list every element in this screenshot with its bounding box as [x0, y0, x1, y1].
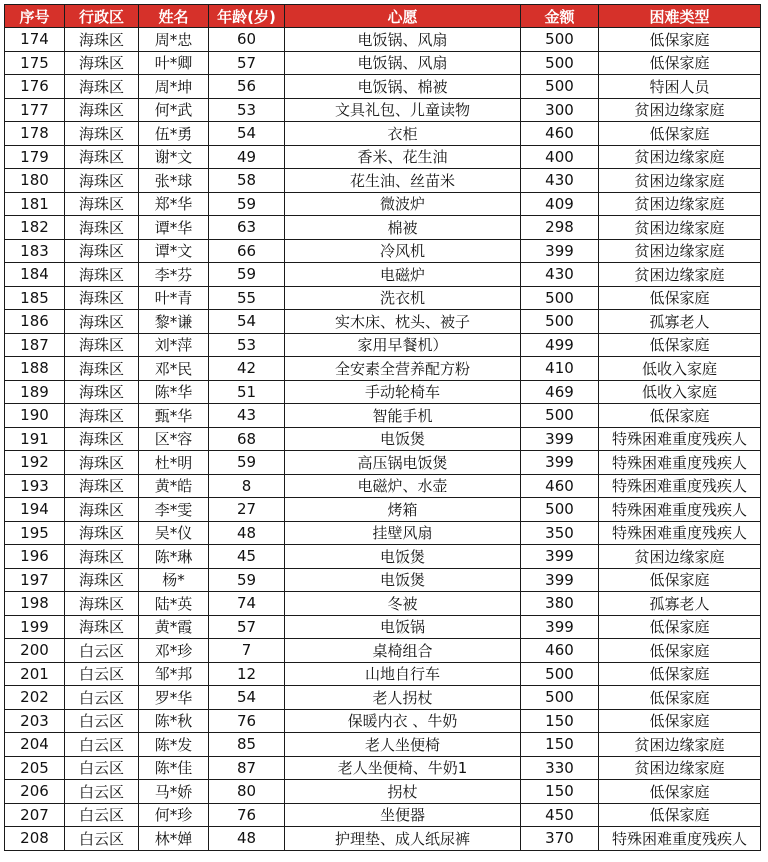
cell-age: 87	[209, 756, 285, 780]
cell-district: 海珠区	[65, 28, 139, 52]
cell-name: 甄*华	[139, 404, 209, 428]
cell-wish: 家用早餐机）	[285, 333, 521, 357]
cell-age: 42	[209, 357, 285, 381]
cell-amount: 298	[521, 216, 599, 240]
cell-name: 何*珍	[139, 803, 209, 827]
cell-wish: 电饭煲	[285, 545, 521, 569]
cell-wish: 花生油、丝苗米	[285, 169, 521, 193]
cell-age: 53	[209, 333, 285, 357]
cell-amount: 500	[521, 498, 599, 522]
cell-district: 白云区	[65, 709, 139, 733]
cell-index: 176	[5, 75, 65, 99]
cell-index: 197	[5, 568, 65, 592]
wish-table	[4, 4, 761, 851]
cell-name: 区*容	[139, 427, 209, 451]
cell-index: 202	[5, 686, 65, 710]
cell-age: 74	[209, 592, 285, 616]
cell-amount: 500	[521, 310, 599, 334]
cell-index: 189	[5, 380, 65, 404]
cell-wish: 手动轮椅车	[285, 380, 521, 404]
cell-wish: 冷风机	[285, 239, 521, 263]
cell-hardship-type: 孤寡老人	[599, 310, 761, 334]
cell-wish: 电饭锅	[285, 615, 521, 639]
cell-amount: 399	[521, 239, 599, 263]
cell-age: 80	[209, 780, 285, 804]
table-row	[5, 98, 761, 122]
cell-hardship-type: 特困人员	[599, 75, 761, 99]
cell-age: 55	[209, 286, 285, 310]
cell-age: 85	[209, 733, 285, 757]
cell-index: 190	[5, 404, 65, 428]
cell-name: 刘*萍	[139, 333, 209, 357]
cell-age: 68	[209, 427, 285, 451]
cell-index: 208	[5, 827, 65, 851]
cell-name: 谭*华	[139, 216, 209, 240]
table-row	[5, 192, 761, 216]
cell-wish: 老人坐便椅、牛奶1	[285, 756, 521, 780]
cell-wish: 实木床、枕头、被子	[285, 310, 521, 334]
cell-age: 63	[209, 216, 285, 240]
cell-age: 59	[209, 568, 285, 592]
cell-index: 193	[5, 474, 65, 498]
cell-wish: 洗衣机	[285, 286, 521, 310]
cell-index: 184	[5, 263, 65, 287]
cell-age: 56	[209, 75, 285, 99]
cell-hardship-type: 低保家庭	[599, 662, 761, 686]
table-row	[5, 263, 761, 287]
cell-name: 陈*华	[139, 380, 209, 404]
cell-wish: 电饭锅、风扇	[285, 51, 521, 75]
cell-index: 192	[5, 451, 65, 475]
table-row	[5, 545, 761, 569]
cell-district: 海珠区	[65, 474, 139, 498]
cell-amount: 500	[521, 404, 599, 428]
cell-amount: 399	[521, 545, 599, 569]
table-body	[5, 28, 761, 851]
table-row	[5, 686, 761, 710]
cell-index: 182	[5, 216, 65, 240]
cell-district: 海珠区	[65, 310, 139, 334]
cell-hardship-type: 特殊困难重度残疾人	[599, 827, 761, 851]
cell-wish: 挂壁风扇	[285, 521, 521, 545]
cell-wish: 衣柜	[285, 122, 521, 146]
cell-wish: 全安素全营养配方粉	[285, 357, 521, 381]
cell-district: 白云区	[65, 686, 139, 710]
cell-age: 60	[209, 28, 285, 52]
cell-district: 海珠区	[65, 498, 139, 522]
cell-amount: 500	[521, 662, 599, 686]
cell-amount: 410	[521, 357, 599, 381]
cell-name: 谭*文	[139, 239, 209, 263]
cell-wish: 文具礼包、儿童读物	[285, 98, 521, 122]
header-age: 年龄(岁)	[209, 5, 285, 28]
cell-name: 谢*文	[139, 145, 209, 169]
cell-name: 何*武	[139, 98, 209, 122]
cell-amount: 400	[521, 145, 599, 169]
table-row	[5, 568, 761, 592]
table-row	[5, 239, 761, 263]
cell-wish: 冬被	[285, 592, 521, 616]
cell-name: 马*娇	[139, 780, 209, 804]
cell-name: 吴*仪	[139, 521, 209, 545]
cell-district: 海珠区	[65, 239, 139, 263]
table-row	[5, 662, 761, 686]
cell-name: 邓*珍	[139, 639, 209, 663]
table-row	[5, 145, 761, 169]
cell-amount: 430	[521, 263, 599, 287]
cell-age: 12	[209, 662, 285, 686]
cell-hardship-type: 低保家庭	[599, 286, 761, 310]
cell-district: 海珠区	[65, 51, 139, 75]
cell-district: 海珠区	[65, 98, 139, 122]
cell-index: 205	[5, 756, 65, 780]
cell-index: 203	[5, 709, 65, 733]
cell-name: 李*雯	[139, 498, 209, 522]
cell-age: 8	[209, 474, 285, 498]
cell-hardship-type: 低保家庭	[599, 780, 761, 804]
cell-amount: 150	[521, 709, 599, 733]
cell-index: 181	[5, 192, 65, 216]
cell-hardship-type: 特殊困难重度残疾人	[599, 451, 761, 475]
cell-district: 海珠区	[65, 192, 139, 216]
cell-district: 海珠区	[65, 451, 139, 475]
table-row	[5, 357, 761, 381]
cell-wish: 电饭锅、风扇	[285, 28, 521, 52]
cell-index: 200	[5, 639, 65, 663]
cell-district: 海珠区	[65, 122, 139, 146]
header-district: 行政区	[65, 5, 139, 28]
cell-hardship-type: 低保家庭	[599, 639, 761, 663]
header-hardship-type: 困难类型	[599, 5, 761, 28]
cell-hardship-type: 特殊困难重度残疾人	[599, 427, 761, 451]
cell-district: 海珠区	[65, 216, 139, 240]
cell-amount: 350	[521, 521, 599, 545]
cell-district: 白云区	[65, 662, 139, 686]
cell-amount: 150	[521, 780, 599, 804]
cell-wish: 智能手机	[285, 404, 521, 428]
cell-hardship-type: 低保家庭	[599, 568, 761, 592]
cell-age: 53	[209, 98, 285, 122]
cell-hardship-type: 低收入家庭	[599, 357, 761, 381]
cell-name: 叶*卿	[139, 51, 209, 75]
cell-wish: 电磁炉、水壶	[285, 474, 521, 498]
cell-hardship-type: 贫困边缘家庭	[599, 169, 761, 193]
cell-index: 177	[5, 98, 65, 122]
cell-amount: 330	[521, 756, 599, 780]
cell-index: 178	[5, 122, 65, 146]
table-row	[5, 427, 761, 451]
cell-amount: 469	[521, 380, 599, 404]
cell-index: 195	[5, 521, 65, 545]
cell-age: 57	[209, 51, 285, 75]
cell-name: 张*球	[139, 169, 209, 193]
cell-hardship-type: 贫困边缘家庭	[599, 216, 761, 240]
cell-age: 54	[209, 122, 285, 146]
cell-age: 76	[209, 709, 285, 733]
cell-name: 邹*邦	[139, 662, 209, 686]
table-row	[5, 733, 761, 757]
cell-hardship-type: 贫困边缘家庭	[599, 192, 761, 216]
cell-amount: 499	[521, 333, 599, 357]
cell-index: 204	[5, 733, 65, 757]
cell-age: 58	[209, 169, 285, 193]
table-row	[5, 498, 761, 522]
cell-wish: 电磁炉	[285, 263, 521, 287]
cell-district: 海珠区	[65, 545, 139, 569]
cell-age: 66	[209, 239, 285, 263]
cell-age: 57	[209, 615, 285, 639]
cell-wish: 电饭锅、棉被	[285, 75, 521, 99]
cell-name: 陈*佳	[139, 756, 209, 780]
cell-name: 杨*	[139, 568, 209, 592]
cell-district: 白云区	[65, 639, 139, 663]
cell-wish: 护理垫、成人纸尿裤	[285, 827, 521, 851]
cell-name: 杜*明	[139, 451, 209, 475]
cell-age: 48	[209, 827, 285, 851]
cell-name: 周*忠	[139, 28, 209, 52]
cell-age: 76	[209, 803, 285, 827]
cell-age: 54	[209, 686, 285, 710]
table-row	[5, 592, 761, 616]
cell-district: 海珠区	[65, 615, 139, 639]
cell-index: 180	[5, 169, 65, 193]
cell-amount: 500	[521, 51, 599, 75]
cell-index: 201	[5, 662, 65, 686]
table-row	[5, 310, 761, 334]
cell-wish: 坐便器	[285, 803, 521, 827]
cell-district: 海珠区	[65, 568, 139, 592]
cell-age: 49	[209, 145, 285, 169]
cell-district: 海珠区	[65, 263, 139, 287]
cell-name: 罗*华	[139, 686, 209, 710]
cell-index: 199	[5, 615, 65, 639]
cell-index: 191	[5, 427, 65, 451]
cell-amount: 500	[521, 75, 599, 99]
cell-age: 7	[209, 639, 285, 663]
cell-amount: 500	[521, 686, 599, 710]
cell-hardship-type: 贫困边缘家庭	[599, 756, 761, 780]
header-index: 序号	[5, 5, 65, 28]
cell-amount: 399	[521, 568, 599, 592]
table-row	[5, 521, 761, 545]
cell-amount: 399	[521, 451, 599, 475]
cell-hardship-type: 低保家庭	[599, 122, 761, 146]
cell-hardship-type: 低保家庭	[599, 404, 761, 428]
cell-age: 45	[209, 545, 285, 569]
cell-name: 邓*民	[139, 357, 209, 381]
cell-wish: 老人拐杖	[285, 686, 521, 710]
cell-wish: 高压锅电饭煲	[285, 451, 521, 475]
cell-wish: 电饭煲	[285, 427, 521, 451]
cell-district: 海珠区	[65, 169, 139, 193]
cell-age: 51	[209, 380, 285, 404]
cell-hardship-type: 贫困边缘家庭	[599, 98, 761, 122]
cell-hardship-type: 特殊困难重度残疾人	[599, 474, 761, 498]
cell-name: 黄*皓	[139, 474, 209, 498]
cell-index: 196	[5, 545, 65, 569]
table-row	[5, 709, 761, 733]
cell-district: 海珠区	[65, 592, 139, 616]
cell-district: 海珠区	[65, 380, 139, 404]
table-row	[5, 380, 761, 404]
cell-wish: 老人坐便椅	[285, 733, 521, 757]
cell-index: 194	[5, 498, 65, 522]
table-row	[5, 333, 761, 357]
cell-district: 海珠区	[65, 286, 139, 310]
cell-hardship-type: 贫困边缘家庭	[599, 239, 761, 263]
cell-hardship-type: 低保家庭	[599, 51, 761, 75]
cell-index: 207	[5, 803, 65, 827]
cell-index: 179	[5, 145, 65, 169]
cell-hardship-type: 孤寡老人	[599, 592, 761, 616]
cell-name: 陈*发	[139, 733, 209, 757]
cell-name: 李*芬	[139, 263, 209, 287]
cell-district: 海珠区	[65, 75, 139, 99]
table-row	[5, 404, 761, 428]
table-row	[5, 474, 761, 498]
cell-amount: 380	[521, 592, 599, 616]
cell-hardship-type: 低保家庭	[599, 28, 761, 52]
cell-name: 叶*青	[139, 286, 209, 310]
cell-index: 174	[5, 28, 65, 52]
table-row	[5, 639, 761, 663]
cell-hardship-type: 低收入家庭	[599, 380, 761, 404]
table-row	[5, 51, 761, 75]
header-amount: 金额	[521, 5, 599, 28]
cell-name: 陈*琳	[139, 545, 209, 569]
table-row	[5, 827, 761, 851]
cell-name: 陈*秋	[139, 709, 209, 733]
cell-hardship-type: 特殊困难重度残疾人	[599, 498, 761, 522]
header-wish: 心愿	[285, 5, 521, 28]
cell-amount: 300	[521, 98, 599, 122]
cell-name: 伍*勇	[139, 122, 209, 146]
cell-district: 海珠区	[65, 333, 139, 357]
cell-age: 59	[209, 451, 285, 475]
cell-district: 白云区	[65, 803, 139, 827]
cell-name: 周*坤	[139, 75, 209, 99]
cell-hardship-type: 贫困边缘家庭	[599, 145, 761, 169]
cell-hardship-type: 贫困边缘家庭	[599, 545, 761, 569]
cell-district: 海珠区	[65, 145, 139, 169]
cell-district: 海珠区	[65, 404, 139, 428]
cell-amount: 399	[521, 427, 599, 451]
cell-index: 183	[5, 239, 65, 263]
cell-hardship-type: 低保家庭	[599, 333, 761, 357]
cell-index: 188	[5, 357, 65, 381]
cell-hardship-type: 特殊困难重度残疾人	[599, 521, 761, 545]
cell-hardship-type: 低保家庭	[599, 803, 761, 827]
cell-name: 陆*英	[139, 592, 209, 616]
cell-index: 185	[5, 286, 65, 310]
cell-amount: 409	[521, 192, 599, 216]
table-row	[5, 803, 761, 827]
cell-amount: 150	[521, 733, 599, 757]
cell-wish: 电饭煲	[285, 568, 521, 592]
table-row	[5, 451, 761, 475]
cell-amount: 460	[521, 122, 599, 146]
cell-index: 186	[5, 310, 65, 334]
cell-age: 43	[209, 404, 285, 428]
cell-wish: 微波炉	[285, 192, 521, 216]
cell-district: 海珠区	[65, 521, 139, 545]
cell-district: 白云区	[65, 756, 139, 780]
table-row	[5, 780, 761, 804]
cell-district: 海珠区	[65, 357, 139, 381]
header-name: 姓名	[139, 5, 209, 28]
table-row	[5, 28, 761, 52]
cell-wish: 山地自行车	[285, 662, 521, 686]
cell-wish: 香米、花生油	[285, 145, 521, 169]
cell-age: 59	[209, 263, 285, 287]
cell-amount: 500	[521, 286, 599, 310]
table-row	[5, 756, 761, 780]
cell-age: 48	[209, 521, 285, 545]
cell-district: 白云区	[65, 733, 139, 757]
cell-name: 林*婵	[139, 827, 209, 851]
table-row	[5, 286, 761, 310]
cell-amount: 500	[521, 28, 599, 52]
table-header-row	[5, 5, 761, 28]
cell-amount: 450	[521, 803, 599, 827]
cell-amount: 399	[521, 615, 599, 639]
table-row	[5, 122, 761, 146]
table-row	[5, 169, 761, 193]
cell-amount: 460	[521, 474, 599, 498]
cell-index: 187	[5, 333, 65, 357]
cell-name: 黄*霞	[139, 615, 209, 639]
cell-hardship-type: 贫困边缘家庭	[599, 733, 761, 757]
cell-age: 27	[209, 498, 285, 522]
cell-wish: 桌椅组合	[285, 639, 521, 663]
cell-district: 白云区	[65, 827, 139, 851]
cell-amount: 370	[521, 827, 599, 851]
cell-amount: 430	[521, 169, 599, 193]
cell-district: 海珠区	[65, 427, 139, 451]
cell-wish: 棉被	[285, 216, 521, 240]
cell-name: 黎*谦	[139, 310, 209, 334]
cell-wish: 烤箱	[285, 498, 521, 522]
table-row	[5, 615, 761, 639]
cell-name: 郑*华	[139, 192, 209, 216]
cell-index: 175	[5, 51, 65, 75]
cell-hardship-type: 贫困边缘家庭	[599, 263, 761, 287]
table-row	[5, 75, 761, 99]
table-row	[5, 216, 761, 240]
cell-hardship-type: 低保家庭	[599, 686, 761, 710]
cell-wish: 保暖内衣 、牛奶	[285, 709, 521, 733]
cell-amount: 460	[521, 639, 599, 663]
cell-index: 206	[5, 780, 65, 804]
cell-wish: 拐杖	[285, 780, 521, 804]
cell-district: 白云区	[65, 780, 139, 804]
cell-age: 59	[209, 192, 285, 216]
cell-hardship-type: 低保家庭	[599, 709, 761, 733]
cell-hardship-type: 低保家庭	[599, 615, 761, 639]
cell-index: 198	[5, 592, 65, 616]
cell-age: 54	[209, 310, 285, 334]
